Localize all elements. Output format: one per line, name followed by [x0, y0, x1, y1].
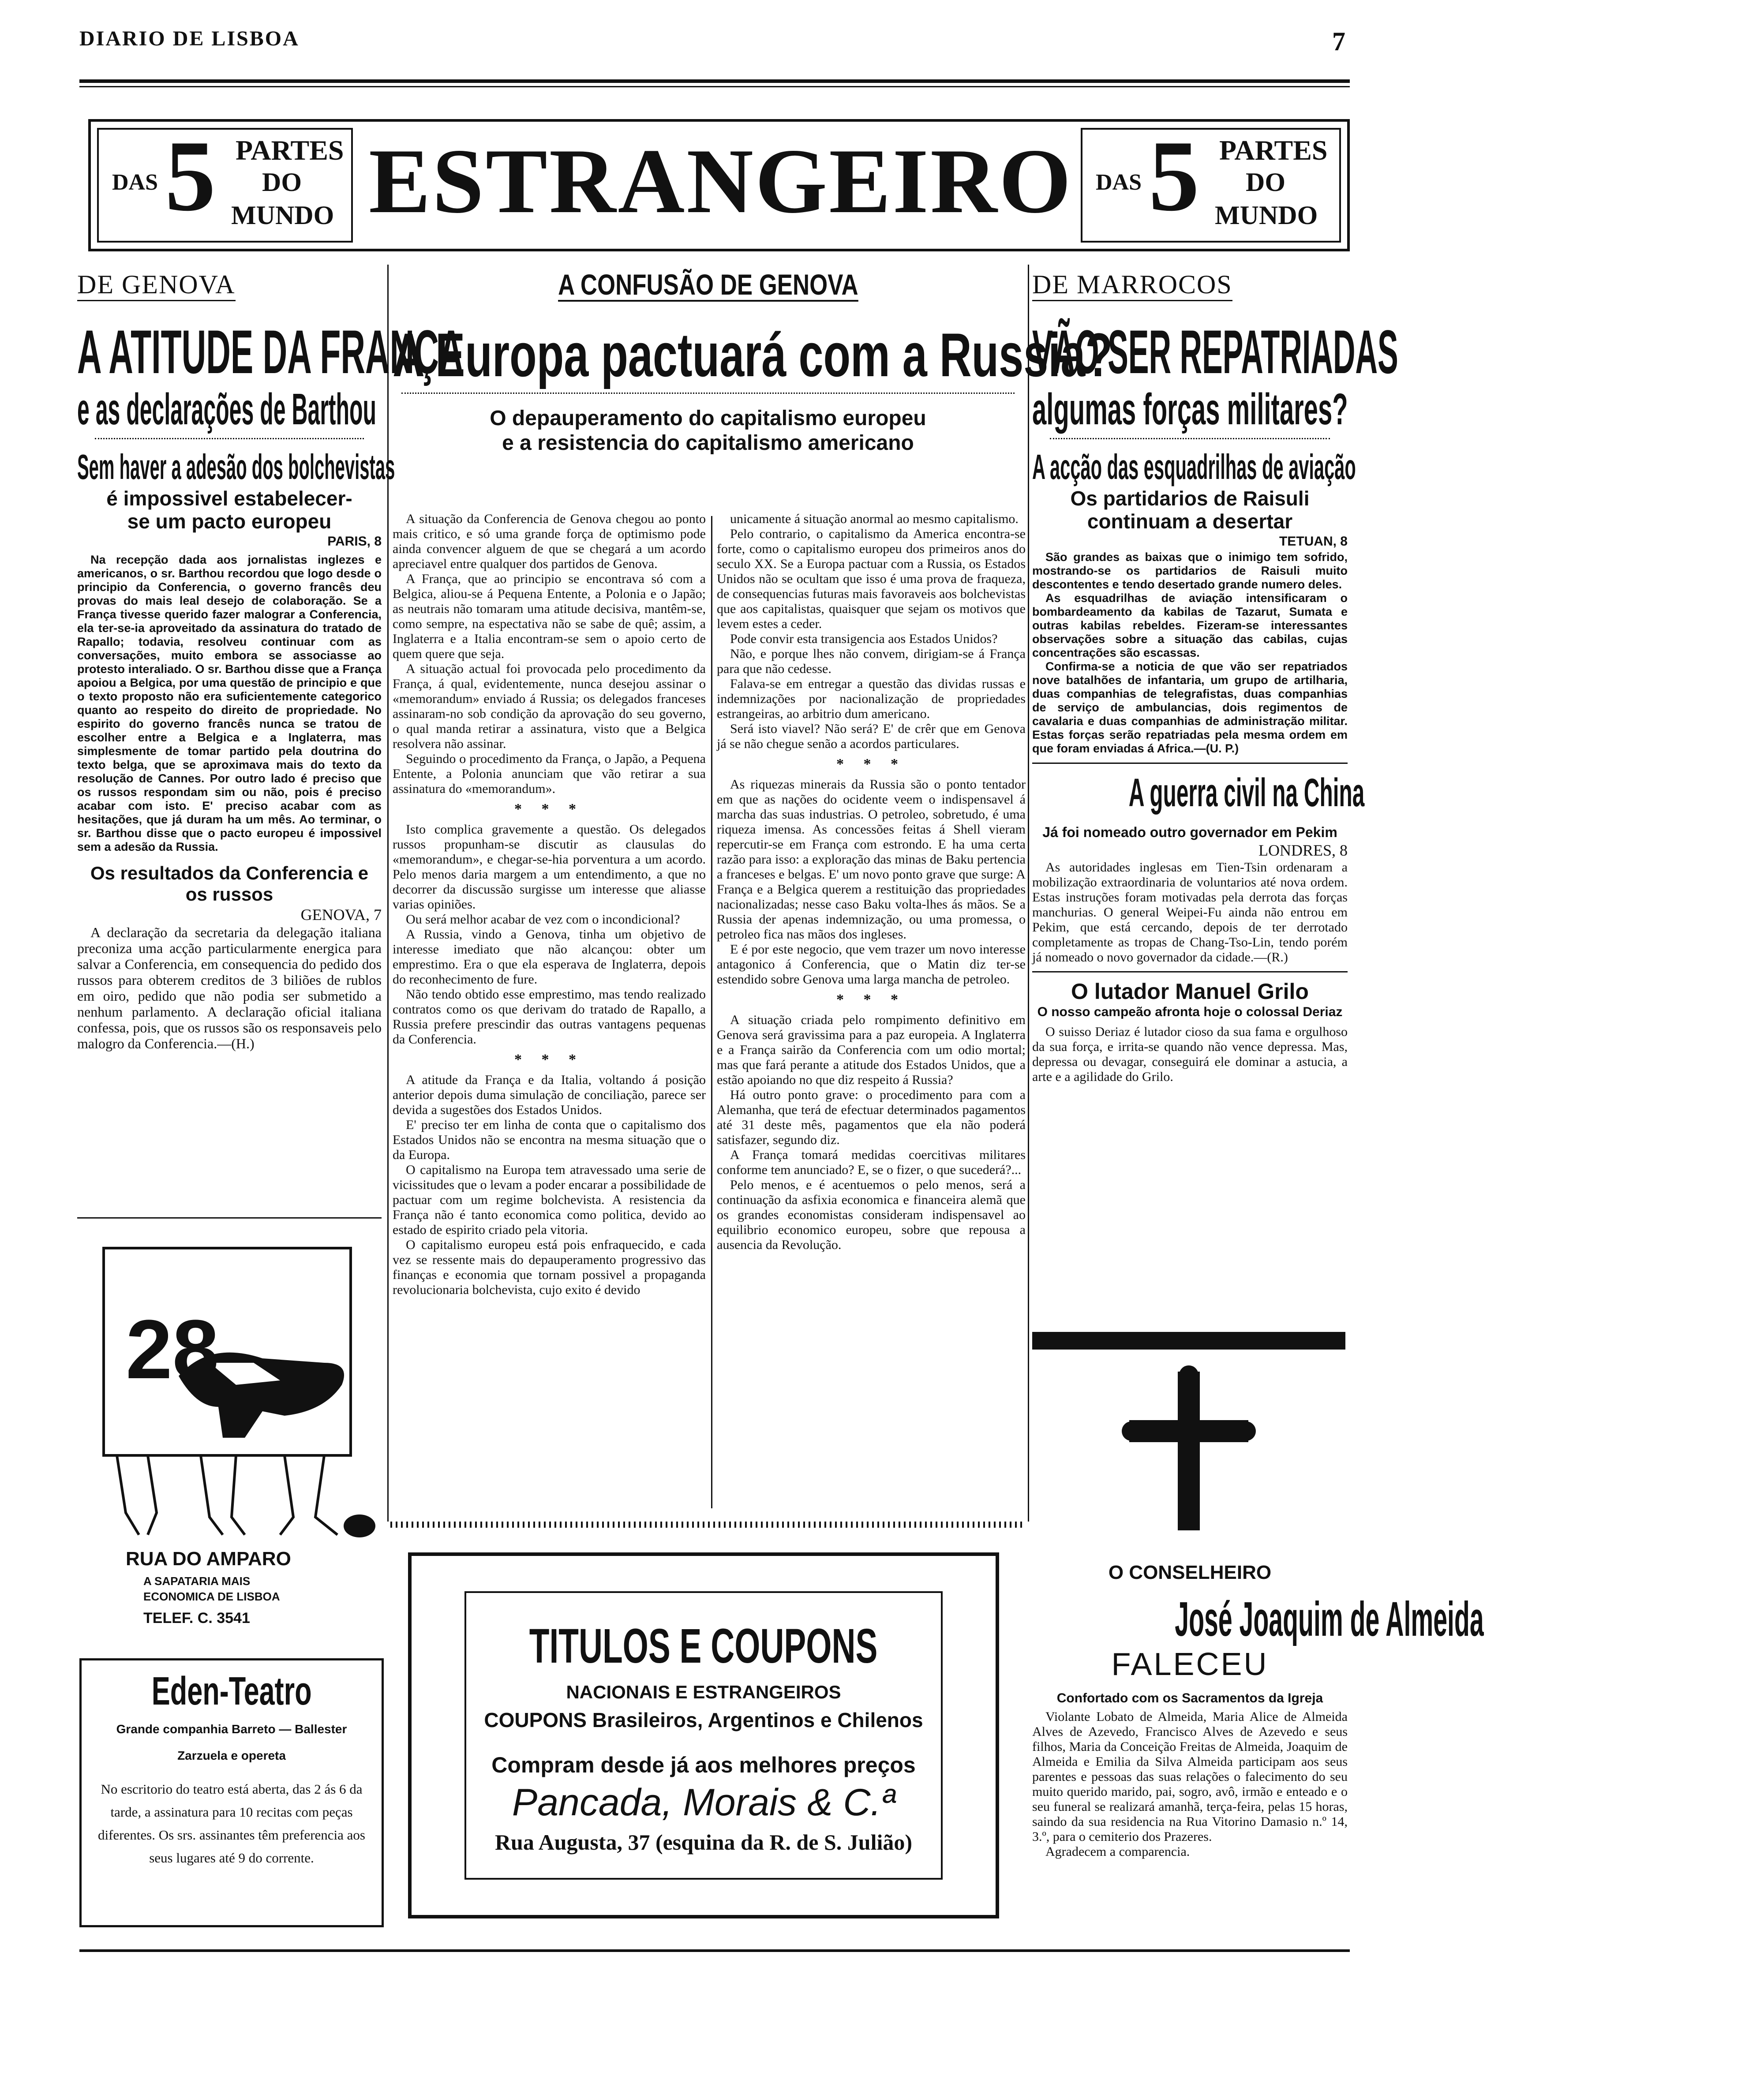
article-paragraph: Falava-se em entregar a questão das dividas russas e indemnizações por nacionalização de propriedades estrangeiras, ao arbitrio dum americano. — [717, 677, 1026, 721]
section-separator: * * * — [836, 991, 906, 1008]
article-paragraph: Não, e porque lhes não convem, dirigiam-se á França para que não cedesse. — [717, 647, 1026, 676]
mourning-band — [1032, 1332, 1345, 1350]
deck: continuam a desertar — [1087, 510, 1293, 533]
tick-rule — [390, 1522, 1026, 1528]
titulos-firm: Pancada, Morais & C.ª — [512, 1781, 895, 1824]
article-paragraph: O capitalismo na Europa tem atravessado uma serie de vicissitudes que o levam a poder encarar a possibilidade de pactuar com um regime bolchevista. A resistencia da França não é tanto economica como politica, devido ao estado de espirito criado pela vitoria. — [393, 1163, 706, 1237]
banner-left-five: 5 — [165, 120, 216, 232]
cross-icon — [1118, 1367, 1259, 1535]
shoe-illustration — [77, 1230, 382, 1539]
column-rule — [711, 516, 712, 1508]
obituary-title: O CONSELHEIRO — [1108, 1562, 1272, 1583]
shoe-ad-tagline: A SAPATARIA MAIS — [143, 1574, 251, 1588]
deck: se um pacto europeu — [127, 510, 332, 533]
china-deck: Já foi nomeado outro governador em Pekim — [1042, 824, 1337, 840]
banner-left-do: DO — [262, 168, 302, 197]
article-paragraph: Ou será melhor acabar de vez com o incondicional? — [406, 912, 680, 927]
article-paragraph: Pelo contrario, o capitalismo da America encontra-se forte, como o capitalismo europeu dos primeiros anos do seculo XX. Se a Europa pactuar com a Russia, os Estados Unidos não se ocultam que isso é uma prova de fraqueza, de consequencias futuras mais favoraveis aos bolchevistas que aos capitalistas, quaisquer que sejam os motivos que levem estes a ceder. — [717, 527, 1026, 631]
column-divider — [77, 1217, 382, 1219]
section-separator: * * * — [836, 756, 906, 772]
banner-left-partes: PARTES — [236, 135, 344, 166]
article-paragraph: As riquezas minerais da Russia são o ponto tentador em que as nações do ocidente veem o indispensavel á marcha das suas industrias. O petroleo, sobretudo, é uma riqueza imensa. As concessões feitas á Shell vieram repercutir-se em França com estrondo. E ha uma certa razão para isso: a exploração das minas de Baku pertencia a franceses e belgas. E' um novo ponto grave que surge: A França e a Belgica querem a restituição das propriedades nacionalizadas; nesse caso Baku volta-lhes ás mãos. Se a Russia der apenas indemnização, ou uma promessa, o petroleo fica nas mãos dos ingleses. — [717, 777, 1026, 942]
deck: Sem haver a adesão dos bolchevistas — [77, 447, 395, 486]
article-paragraph: Pelo menos, e é acentuemos o pelo menos, será a continuação da asfixia economica e financeira alemã que os grandes economistas consideram indispensavel ao equilibrio economico europeu, sobre que repousa a ausencia da Revolução. — [717, 1178, 1026, 1252]
column-rule — [1028, 265, 1029, 1522]
dateline: LONDRES, 8 — [1258, 841, 1348, 859]
titulos-address: Rua Augusta, 37 (esquina da R. de S. Julião) — [494, 1830, 913, 1855]
section-separator: * * * — [514, 801, 584, 817]
obituary — [1032, 1561, 1484, 1859]
article-paragraph: Pode convir esta transigencia aos Estados Unidos? — [730, 632, 998, 646]
article-body: São grandes as baixas que o inimigo tem sofrido, mostrando-se os partidarios de Raisuli muito descontentes e tendo desertado grande numero deles. — [1032, 550, 1348, 591]
eden-genre: Zarzuela e opereta — [177, 1749, 286, 1762]
headline: VÃO SER REPATRIADAS — [1032, 317, 1398, 386]
obituary-thanks: Agradecem a comparencia. — [1045, 1844, 1190, 1859]
deck: Os partidarios de Raisuli — [1070, 487, 1310, 510]
article-body: As esquadrilhas de aviação intensificaram o bombardeamento da kabilas de Tazarut, Sumata e outras kabilas rebeldes. Fizeram-se interessantes observações sobre a situação das cabilas, cujas concentrações são escassas. — [1032, 591, 1348, 659]
banner-right-five: 5 — [1149, 120, 1199, 232]
right-column — [1032, 269, 1398, 1084]
titulos-coupons: COUPONS Brasileiros, Argentinos e Chilenos — [484, 1709, 923, 1731]
legs-illustration — [117, 1455, 337, 1535]
obituary-deck: Confortado com os Sacramentos da Igreja — [1056, 1691, 1323, 1705]
eden-body: No escritorio do teatro está aberta, das 2 ás 6 da tarde, a assinatura para 10 recitas com peças diferentes. Os srs. assinantes têm preferencia aos seus lugares até 9 do corrente. — [98, 1781, 365, 1866]
article-paragraph: Seguindo o procedimento da França, o Japão, a Pequena Entente, a Polonia anunciam que vão retirar a sua assinatura do «memorandum». — [393, 752, 706, 796]
shoe-advertisement — [77, 1230, 382, 1649]
deck: e a resistencia do capitalismo americano — [502, 431, 914, 455]
eden-teatro-advertisement — [79, 1658, 384, 1927]
article-paragraph: A situação criada pelo rompimento definitivo em Genova será gravissima para a paz europeia. A Inglaterra e a França sairão da Conferencia com um odio mortal; mas que fará perante a atitude dos Estados Unidos, que a estão apoiando no que diz respeito á Russia? — [717, 1013, 1026, 1087]
shoe-ad-street: RUA DO AMPARO — [126, 1548, 291, 1570]
obituary-status: FALECEU — [1111, 1647, 1269, 1682]
grilo-headline: O lutador Manuel Grilo — [1071, 979, 1309, 1004]
eden-title: Eden-Teatro — [151, 1669, 312, 1713]
sub-headline: Os resultados da Conferencia e os russos — [90, 863, 369, 905]
headline: A Europa pactuará com a Russia? — [393, 320, 1112, 389]
obituary-name: José Joaquim de Almeida — [1175, 1592, 1484, 1646]
obituary-body: Violante Lobato de Almeida, Maria Alice de Almeida Alves de Azevedo, Francisco Alves de Azevedo e seus filhos, Maria da Conceição Freitas de Almeida, Joaquim de Almeida e Emilia da Silva Almeida participam aos seus parentes e pessoas das suas relações o falecimento do seu muito querido marido, pai, sogro, avô, irmão e enteado e o seu funeral se realizará amanhã, terça-feira, pelas 15 horas, saindo da sua residencia na Rua Vitorino Damasio n.º 14, 3.º, para o cemiterio dos Prazeres. — [1032, 1709, 1348, 1844]
center-text-col1 — [393, 512, 706, 1298]
banner-left-mundo: MUNDO — [231, 201, 334, 230]
article-paragraph: Há outro ponto grave: o procedimento para com a Alemanha, que terá de efectuar determinados pagamentos até 31 deste mês, pagamentos que ela não poderá satisfazer, segundo diz. — [717, 1088, 1026, 1147]
dotted-rule — [1050, 438, 1330, 443]
section-label: A CONFUSÃO DE GENOVA — [558, 268, 858, 301]
article-paragraph: unicamente á situação anormal ao mesmo capitalismo. — [730, 512, 1019, 526]
banner-right-box — [1081, 120, 1341, 243]
article-paragraph: Isto complica gravemente a questão. Os delegados russos propunham-se discutir as clausulas do «memorandum», e chegar-se-hia porventura a um acordo. Pelo menos daria margem a um entendimento, a que no decorrer da discussão surgisse um interesse que aliasse varias opiniões. — [393, 822, 706, 912]
article-paragraph: O capitalismo europeu está pois enfraquecido, e cada vez se ressente mais do depauperamento progressivo das finanças e economia que tornam possivel a propaganda revolucionaria bolchevista, cujo exito é devido — [393, 1238, 706, 1297]
titulos-subtitle: NACIONAIS E ESTRANGEIROS — [566, 1682, 841, 1702]
section-label: DE MARROCOS — [1032, 269, 1232, 301]
banner-right-do: DO — [1246, 168, 1285, 197]
article-paragraph: Será isto viavel? Não será? E' de crêr que em Genova já se não chegue senão a acordos particulares. — [717, 722, 1026, 751]
dateline: PARIS, 8 — [327, 534, 382, 549]
article-paragraph: A situação da Conferencia de Genova chegou ao ponto mais critico, e só uma grande força de optimismo pode ainda convencer alguem de que se chegará a um acordo apreciavel entre qualquer dos partidos de Genova. — [393, 512, 706, 571]
article-paragraph: E' preciso ter em linha de conta que o capitalismo dos Estados Unidos não se encontra na mesma situação que o da Europa. — [393, 1118, 706, 1162]
article-paragraph: Não tendo obtido esse emprestimo, mas tendo realizado contratos como os que derivam do tratado de Rapallo, a Russia prefere prescindir das outras vantagens pequenas da Conferencia. — [393, 987, 706, 1047]
china-headline: A guerra civil na China — [1128, 771, 1365, 815]
center-text-col2 — [717, 512, 1026, 1253]
section-separator: * * * — [514, 1051, 584, 1068]
dotted-rule — [401, 393, 1015, 397]
article-body: O suisso Deriaz é lutador cioso da sua fama e orgulhoso da sua força, e irrita-se quando não vence depressa. Mas, depressa ou devagar, conseguirá ele dominar a astucia, a arte e a agilidade do Grilo. — [1032, 1025, 1348, 1084]
article-body: As autoridades inglesas em Tien-Tsin ordenaram a mobilização extraordinaria de voluntarios até nova ordem. Estas instruções foram motivadas pela derrota das forças manchurias. O general Weipei-Fu ainda não entrou em Pekim, que está cercando, depois de ter derrotado completamente as tropas de Chang-Tso-Lin, tendo porém já nomeado o novo governador da cidade.—(R.) — [1032, 860, 1348, 965]
article-paragraph: A atitude da França e da Italia, voltando á posição anterior depois duma simulação de conciliação, parece ser devida a sugestões dos Estados Unidos. — [393, 1073, 706, 1117]
banner-right-mundo: MUNDO — [1215, 201, 1318, 230]
deck: O depauperamento do capitalismo europeu — [490, 407, 926, 430]
article-body: A declaração da secretaria da delegação italiana preconiza uma acção particularmente energica para salvar a Conferencia, em consequencia do pedido dos russos para obterem creditos de 3 biliões de rublos em oiro, pedido que não podia ser submetido a nenhum parlamento. A declaração oficial italiana confessa, pois, que os russos são os responsaveis pelo malogro da Conferencia.—(H.) — [77, 924, 382, 1051]
banner-right-partes: PARTES — [1219, 135, 1328, 166]
article-paragraph: E é por este negocio, que vem trazer um novo interesse antagonico á Conferencia, que o Matin diz ter-se estendido sobre Genova uma larga mancha de petroleo. — [717, 942, 1026, 987]
titulos-advertisement — [408, 1552, 999, 1918]
shoe-ad-number: 28 — [126, 1303, 219, 1396]
deck: é impossivel estabelecer- — [106, 487, 352, 510]
dateline: GENOVA, 7 — [300, 906, 382, 924]
article-body: Na recepção dada aos jornalistas inglezes e americanos, o sr. Barthou recordou que logo desde o principio da Conferencia, o governo francês deu provas do mais leal desejo de colaboração. Se a França tivesse querido fazer malograr a Conferencia, ela ter-se-ia aproveitado da assinatura do tratado de Rapallo; todavia, resolveu continuar com as conversações, muito embora se associasse ao protesto interaliado. O sr. Barthou disse que a França apoiou a Belgica, por uma questão de principio e que o texto proposto não era suficientemente categorico quanto ao respeito do direito de propriedade. No espirito do governo francês nunca se tratou de escolher entre a Belgica e a Inglaterra, mas simplesmente de tomar partido pela doutrina do texto belga, que se aproximava mais do texto da resolução de Cannes. Por outro lado é preciso que os russos respondam sim ou não, pois é preciso acabar com isto. E' preciso acabar com as hesitações, que já duram ha um mês. Ao terminar, o sr. Barthou disse que o pacto europeu é impossivel sem a adesão da Russia. — [77, 553, 382, 853]
banner-title: ESTRANGEIRO — [369, 130, 1073, 232]
headline: A ATITUDE DA FRANÇA — [77, 317, 464, 386]
section-banner — [88, 119, 1350, 251]
center-column — [393, 268, 1112, 456]
article-body: Confirma-se a noticia de que vão ser repatriados nove batalhões de infantaria, um grupo de artilharia, duas companhias de telegrafistas, duas companhias de serviço de ambulancias, dois regimentos de cavalaria e duas companhias de administração militar. Estas forças serão repatriadas pela mesma ordem em que foram enviadas á Africa.—(U. P.) — [1032, 660, 1348, 755]
newspaper-name: DIARIO DE LISBOA — [79, 27, 300, 50]
article-paragraph: A França tomará medidas coercitivas militares conforme tem anunciado? E, se o fizer, o que sucederá?... — [717, 1148, 1026, 1177]
banner-right-das: DAS — [1096, 170, 1142, 195]
subheadline: algumas forças militares? — [1032, 385, 1348, 434]
shoe-ad-phone: TELEF. C. 3541 — [143, 1610, 250, 1627]
page-bottom-rule — [79, 1949, 1350, 1952]
shoe-ad-tagline: ECONOMICA DE LISBOA — [143, 1590, 280, 1603]
dotted-rule — [95, 438, 364, 443]
titulos-buy: Compram desde já aos melhores preços — [491, 1753, 916, 1777]
article-paragraph: A situação actual foi provocada pelo procedimento da França, á qual, evidentemente, nunca desejou assinar o «memorandum» enviado á Russia; os delegados franceses assinaram-no sob condição da aprovação do seu governo, o qual manda retirar a assinatura, visto que a Belgica resolvera não assinar. — [393, 662, 706, 751]
subheadline: e as declarações de Barthou — [77, 385, 377, 434]
section-label: DE GENOVA — [77, 269, 236, 301]
banner-left-das: DAS — [112, 170, 158, 195]
article-paragraph: A Russia, vindo a Genova, tinha um objetivo de interesse imediato que não alcançou: obter um emprestimo. Era o que ela esperava de Inglaterra, depois do reconhecimento de fure. — [393, 927, 706, 987]
header-rule-thin — [79, 86, 1350, 87]
banner-left-box — [97, 120, 353, 243]
titulos-title: TITULOS E COUPONS — [529, 1619, 878, 1673]
deck: A acção das esquadrilhas de aviação — [1032, 447, 1356, 486]
grilo-deck: O nosso campeão afronta hoje o colossal Deriaz — [1037, 1005, 1343, 1019]
eden-company: Grande companhia Barreto — Ballester — [116, 1722, 347, 1736]
article-paragraph: A França, que ao principio se encontrava só com a Belgica, aliou-se á Pequena Entente, a Polonia e o Japão; as neutrais não tomaram uma atitude decisiva, mantêm-se, como sempre, na espectativa não se sabe de quê; assim, a Inglaterra e a Italia encontram-se sem o apoio certo de quem quere que seja. — [393, 572, 706, 661]
hat-icon — [344, 1514, 375, 1537]
left-column — [77, 269, 464, 1051]
page-number: 7 — [1332, 27, 1345, 56]
header-rule — [79, 79, 1350, 83]
dateline: TETUAN, 8 — [1279, 534, 1348, 549]
